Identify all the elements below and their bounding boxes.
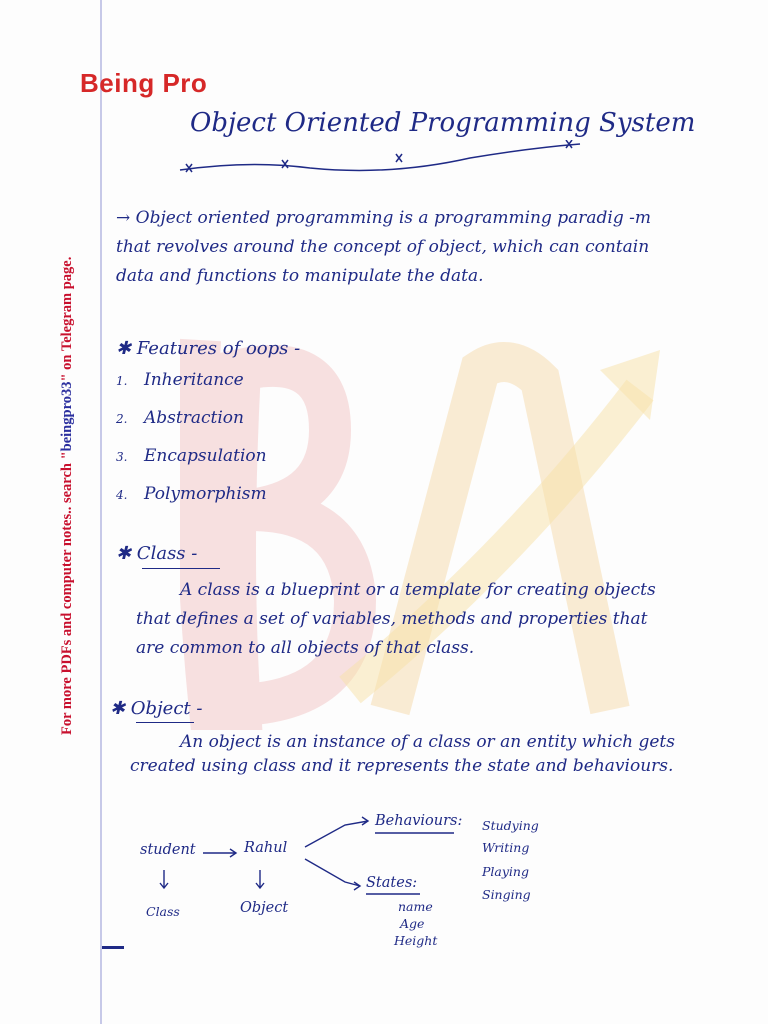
diagram-state-item: name (398, 899, 433, 914)
diagram-state-item: Height (394, 933, 438, 948)
list-item: 3. Encapsulation (116, 446, 267, 466)
diagram-behaviour-item: Playing (482, 864, 529, 879)
list-item: 2. Abstraction (116, 408, 244, 428)
diagram-rahul: Rahul (244, 840, 288, 856)
object-paragraph: An object is an instance of a class or an entity which gets created using class and it represents the state and behaviours. (130, 732, 675, 776)
features-heading: ✱ Features of oops - (116, 338, 301, 359)
page-title: Object Oriented Programming System (190, 108, 696, 138)
brand-logo: Being Pro (80, 68, 208, 98)
list-item: 1. Inheritance (116, 370, 244, 390)
features-list (116, 370, 267, 522)
object-heading: ✱ Object - (110, 698, 203, 719)
diagram-object-label: Object (240, 900, 289, 916)
diagram-student: student (140, 842, 196, 858)
class-underline (142, 568, 220, 570)
diagram-class-label: Class (146, 904, 180, 919)
class-paragraph: A class is a blueprint or a template for creating objects that defines a set of variables, methods and properties that are common to all objects of that class. (136, 580, 656, 658)
intro-paragraph: → Object oriented programming is a programming paradig -m that revolves around the concept of object, which can contain data and functions to manipulate the data. (116, 208, 651, 286)
diagram-behaviour-item: Studying (482, 818, 539, 833)
diagram-behaviour-item: Singing (482, 887, 531, 902)
title-flourish (170, 140, 590, 190)
margin-line (100, 0, 102, 1024)
diagram-state-item: Age (400, 916, 425, 931)
class-heading: ✱ Class - (116, 543, 198, 564)
telegram-note: For more PDFs and computer notes.. search "beingpro33" on Telegram page. (59, 256, 75, 735)
diagram-behaviour-item: Writing (482, 840, 530, 855)
diagram-behaviours-label: Behaviours: (375, 813, 463, 829)
object-underline (136, 722, 194, 724)
list-item: 4. Polymorphism (116, 484, 267, 504)
ink-mark (102, 946, 124, 949)
diagram-states-label: States: (366, 875, 418, 891)
